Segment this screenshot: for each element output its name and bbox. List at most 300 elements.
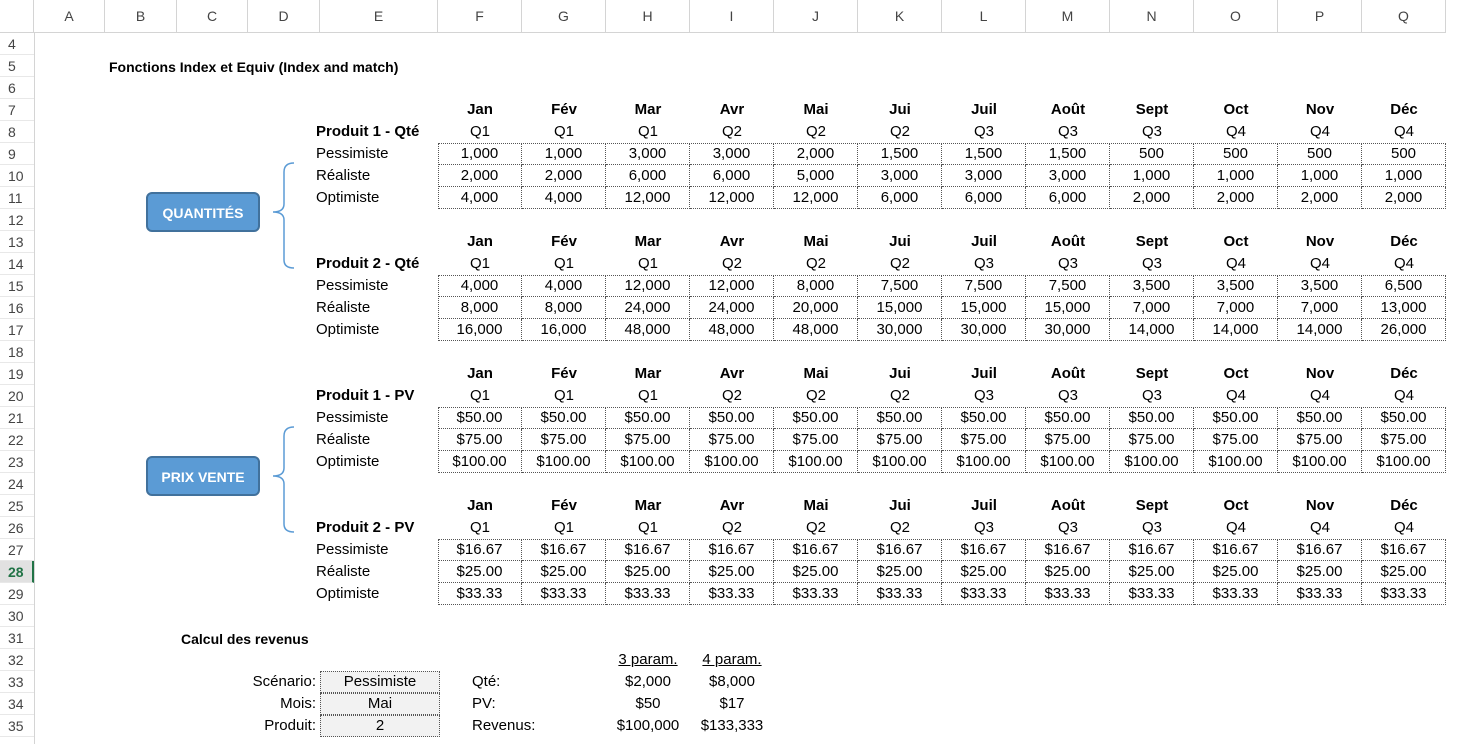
data-cell[interactable]: 15,000: [942, 297, 1026, 319]
row-header-19[interactable]: 19: [0, 363, 34, 385]
month-header[interactable]: Déc: [1390, 101, 1418, 118]
data-cell[interactable]: 1,500: [1026, 143, 1110, 165]
data-cell[interactable]: 3,000: [858, 165, 942, 187]
data-cell[interactable]: 1,000: [438, 143, 522, 165]
data-cell[interactable]: 3,500: [1110, 275, 1194, 297]
month-header[interactable]: Déc: [1390, 497, 1418, 514]
month-header[interactable]: Mai: [803, 497, 829, 514]
data-cell[interactable]: 6,000: [858, 187, 942, 209]
data-cell[interactable]: 3,000: [942, 165, 1026, 187]
data-cell[interactable]: $16.67: [690, 539, 774, 561]
data-cell[interactable]: 1,000: [1278, 165, 1362, 187]
quarter-header[interactable]: Q1: [637, 387, 658, 404]
scenario-label[interactable]: Pessimiste: [316, 145, 389, 162]
data-cell[interactable]: $75.00: [774, 429, 858, 451]
column-header-k[interactable]: K: [858, 0, 942, 33]
quarter-header[interactable]: Q1: [469, 387, 490, 404]
quarter-header[interactable]: Q4: [1393, 519, 1414, 536]
data-cell[interactable]: $50.00: [690, 407, 774, 429]
scenario-label[interactable]: Réaliste: [316, 167, 371, 184]
data-cell[interactable]: 6,000: [1026, 187, 1110, 209]
month-header[interactable]: Sept: [1135, 365, 1169, 382]
data-cell[interactable]: 16,000: [438, 319, 522, 341]
row-header-35[interactable]: 35: [0, 715, 34, 737]
data-cell[interactable]: 4,000: [522, 275, 606, 297]
data-cell[interactable]: 500: [1278, 143, 1362, 165]
data-cell[interactable]: $16.67: [774, 539, 858, 561]
row-header-25[interactable]: 25: [0, 495, 34, 517]
data-cell[interactable]: $16.67: [942, 539, 1026, 561]
data-cell[interactable]: 48,000: [690, 319, 774, 341]
data-cell[interactable]: $33.33: [1362, 583, 1446, 605]
quarter-header[interactable]: Q4: [1225, 387, 1246, 404]
prix-vente-button[interactable]: PRIX VENTE: [146, 456, 260, 496]
month-header[interactable]: Sept: [1135, 101, 1169, 118]
data-cell[interactable]: 15,000: [858, 297, 942, 319]
month-header[interactable]: Août: [1050, 497, 1086, 514]
data-cell[interactable]: 1,000: [1194, 165, 1278, 187]
result-label[interactable]: Revenus:: [472, 717, 536, 734]
data-cell[interactable]: 2,000: [438, 165, 522, 187]
data-cell[interactable]: $50.00: [522, 407, 606, 429]
data-cell[interactable]: $25.00: [1110, 561, 1194, 583]
data-cell[interactable]: 7,000: [1278, 297, 1362, 319]
row-header-32[interactable]: 32: [0, 649, 34, 671]
data-cell[interactable]: $100.00: [774, 451, 858, 473]
row-header-15[interactable]: 15: [0, 275, 34, 297]
quarter-header[interactable]: Q3: [1141, 519, 1162, 536]
quarter-header[interactable]: Q1: [553, 255, 574, 272]
result-4-param[interactable]: $133,333: [700, 717, 764, 734]
data-cell[interactable]: $50.00: [1194, 407, 1278, 429]
row-header-8[interactable]: 8: [0, 121, 34, 143]
month-header[interactable]: Mai: [803, 365, 829, 382]
data-cell[interactable]: 2,000: [522, 165, 606, 187]
month-header[interactable]: Oct: [1223, 365, 1249, 382]
month-header[interactable]: Fév: [551, 233, 577, 250]
data-cell[interactable]: 1,000: [1110, 165, 1194, 187]
scenario-label[interactable]: Pessimiste: [316, 409, 389, 426]
month-header[interactable]: Jui: [889, 497, 911, 514]
row-header-27[interactable]: 27: [0, 539, 34, 561]
quarter-header[interactable]: Q2: [889, 123, 910, 140]
data-cell[interactable]: $100.00: [1362, 451, 1446, 473]
data-cell[interactable]: 6,000: [606, 165, 690, 187]
quarter-header[interactable]: Q1: [469, 123, 490, 140]
quarter-header[interactable]: Q1: [553, 387, 574, 404]
data-cell[interactable]: $33.33: [1110, 583, 1194, 605]
month-header[interactable]: Jan: [467, 497, 493, 514]
quarter-header[interactable]: Q3: [1141, 255, 1162, 272]
data-cell[interactable]: 1,500: [858, 143, 942, 165]
data-cell[interactable]: $16.67: [522, 539, 606, 561]
data-cell[interactable]: $33.33: [522, 583, 606, 605]
row-header-14[interactable]: 14: [0, 253, 34, 275]
data-cell[interactable]: $25.00: [858, 561, 942, 583]
data-cell[interactable]: $50.00: [1362, 407, 1446, 429]
data-cell[interactable]: 3,500: [1278, 275, 1362, 297]
row-header-4[interactable]: 4: [0, 33, 34, 55]
row-header-20[interactable]: 20: [0, 385, 34, 407]
data-cell[interactable]: $75.00: [438, 429, 522, 451]
select-all-corner[interactable]: [0, 0, 34, 33]
data-cell[interactable]: 1,000: [1362, 165, 1446, 187]
month-header[interactable]: Nov: [1305, 233, 1335, 250]
data-cell[interactable]: 2,000: [774, 143, 858, 165]
data-cell[interactable]: 48,000: [774, 319, 858, 341]
row-header-28[interactable]: 28: [0, 561, 34, 583]
quarter-header[interactable]: Q2: [721, 387, 742, 404]
row-header-23[interactable]: 23: [0, 451, 34, 473]
result-4-param[interactable]: $17: [719, 695, 745, 712]
data-cell[interactable]: 16,000: [522, 319, 606, 341]
data-cell[interactable]: 2,000: [1362, 187, 1446, 209]
month-header[interactable]: Juil: [971, 497, 997, 514]
month-header[interactable]: Août: [1050, 233, 1086, 250]
data-cell[interactable]: 8,000: [438, 297, 522, 319]
data-cell[interactable]: $25.00: [606, 561, 690, 583]
data-cell[interactable]: 2,000: [1278, 187, 1362, 209]
data-cell[interactable]: $100.00: [1194, 451, 1278, 473]
quarter-header[interactable]: Q1: [553, 123, 574, 140]
result-label[interactable]: Qté:: [472, 673, 501, 690]
quarter-header[interactable]: Q1: [637, 123, 658, 140]
column-header-a[interactable]: A: [34, 0, 105, 33]
month-header[interactable]: Août: [1050, 101, 1086, 118]
data-cell[interactable]: $16.67: [1110, 539, 1194, 561]
data-cell[interactable]: 3,000: [1026, 165, 1110, 187]
data-cell[interactable]: $50.00: [606, 407, 690, 429]
month-header[interactable]: Oct: [1223, 101, 1249, 118]
data-cell[interactable]: 30,000: [942, 319, 1026, 341]
scenario-label[interactable]: Réaliste: [316, 299, 371, 316]
data-cell[interactable]: 26,000: [1362, 319, 1446, 341]
column-header-p[interactable]: P: [1278, 0, 1362, 33]
quarter-header[interactable]: Q4: [1309, 387, 1330, 404]
quarter-header[interactable]: Q2: [805, 387, 826, 404]
month-header[interactable]: Avr: [719, 101, 745, 118]
row-header-7[interactable]: 7: [0, 99, 34, 121]
data-cell[interactable]: 3,500: [1194, 275, 1278, 297]
input-label[interactable]: Mois:: [280, 695, 316, 712]
data-cell[interactable]: $16.67: [438, 539, 522, 561]
quarter-header[interactable]: Q3: [1057, 255, 1078, 272]
data-cell[interactable]: 5,000: [774, 165, 858, 187]
column-header-c[interactable]: C: [177, 0, 248, 33]
quarter-header[interactable]: Q4: [1309, 255, 1330, 272]
data-cell[interactable]: $100.00: [522, 451, 606, 473]
data-cell[interactable]: 1,000: [522, 143, 606, 165]
month-header[interactable]: Sept: [1135, 497, 1169, 514]
row-header-11[interactable]: 11: [0, 187, 34, 209]
scenario-label[interactable]: Optimiste: [316, 321, 380, 338]
table-label[interactable]: Produit 1 - PV: [316, 387, 415, 404]
quarter-header[interactable]: Q3: [973, 123, 994, 140]
month-header[interactable]: Nov: [1305, 365, 1335, 382]
data-cell[interactable]: $25.00: [1026, 561, 1110, 583]
data-cell[interactable]: 14,000: [1278, 319, 1362, 341]
data-cell[interactable]: 7,000: [1110, 297, 1194, 319]
row-header-6[interactable]: 6: [0, 77, 34, 99]
data-cell[interactable]: 7,500: [858, 275, 942, 297]
data-cell[interactable]: 48,000: [606, 319, 690, 341]
month-header[interactable]: Mar: [634, 101, 662, 118]
month-header[interactable]: Oct: [1223, 233, 1249, 250]
data-cell[interactable]: $33.33: [690, 583, 774, 605]
data-cell[interactable]: 3,000: [690, 143, 774, 165]
data-cell[interactable]: 8,000: [522, 297, 606, 319]
month-header[interactable]: Fév: [551, 365, 577, 382]
quarter-header[interactable]: Q3: [1057, 123, 1078, 140]
row-header-24[interactable]: 24: [0, 473, 34, 495]
data-cell[interactable]: 2,000: [1110, 187, 1194, 209]
quarter-header[interactable]: Q1: [553, 519, 574, 536]
month-header[interactable]: Jui: [889, 233, 911, 250]
result-4-param[interactable]: $8,000: [709, 673, 755, 690]
data-cell[interactable]: $50.00: [774, 407, 858, 429]
row-header-31[interactable]: 31: [0, 627, 34, 649]
row-header-10[interactable]: 10: [0, 165, 34, 187]
quarter-header[interactable]: Q4: [1393, 123, 1414, 140]
quarter-header[interactable]: Q4: [1309, 123, 1330, 140]
quarter-header[interactable]: Q1: [469, 519, 490, 536]
month-header[interactable]: Août: [1050, 365, 1086, 382]
column-header-e[interactable]: E: [320, 0, 438, 33]
row-header-16[interactable]: 16: [0, 297, 34, 319]
data-cell[interactable]: $16.67: [1278, 539, 1362, 561]
month-header[interactable]: Fév: [551, 101, 577, 118]
param-header[interactable]: 4 param.: [702, 651, 762, 668]
month-header[interactable]: Nov: [1305, 101, 1335, 118]
month-header[interactable]: Mai: [803, 101, 829, 118]
row-header-34[interactable]: 34: [0, 693, 34, 715]
data-cell[interactable]: $16.67: [1026, 539, 1110, 561]
data-cell[interactable]: 4,000: [438, 187, 522, 209]
data-cell[interactable]: 6,000: [690, 165, 774, 187]
quarter-header[interactable]: Q4: [1225, 519, 1246, 536]
sheet-title[interactable]: Fonctions Index et Equiv (Index and match): [109, 59, 399, 75]
data-cell[interactable]: $75.00: [606, 429, 690, 451]
column-header-b[interactable]: B: [105, 0, 177, 33]
month-header[interactable]: Jan: [467, 233, 493, 250]
input-scenario[interactable]: Pessimiste: [320, 671, 440, 693]
month-header[interactable]: Déc: [1390, 233, 1418, 250]
data-cell[interactable]: $100.00: [1026, 451, 1110, 473]
data-cell[interactable]: $100.00: [942, 451, 1026, 473]
month-header[interactable]: Sept: [1135, 233, 1169, 250]
month-header[interactable]: Jui: [889, 365, 911, 382]
table-label[interactable]: Produit 2 - PV: [316, 519, 415, 536]
row-header-30[interactable]: 30: [0, 605, 34, 627]
quarter-header[interactable]: Q1: [637, 255, 658, 272]
quarter-header[interactable]: Q2: [721, 255, 742, 272]
month-header[interactable]: Déc: [1390, 365, 1418, 382]
month-header[interactable]: Mar: [634, 365, 662, 382]
data-cell[interactable]: $25.00: [942, 561, 1026, 583]
scenario-label[interactable]: Pessimiste: [316, 277, 389, 294]
data-cell[interactable]: $33.33: [774, 583, 858, 605]
quarter-header[interactable]: Q4: [1393, 255, 1414, 272]
data-cell[interactable]: $25.00: [1362, 561, 1446, 583]
data-cell[interactable]: $33.33: [1278, 583, 1362, 605]
column-header-h[interactable]: H: [606, 0, 690, 33]
data-cell[interactable]: 15,000: [1026, 297, 1110, 319]
data-cell[interactable]: 30,000: [1026, 319, 1110, 341]
data-cell[interactable]: 6,000: [942, 187, 1026, 209]
data-cell[interactable]: 14,000: [1110, 319, 1194, 341]
data-cell[interactable]: $33.33: [942, 583, 1026, 605]
month-header[interactable]: Nov: [1305, 497, 1335, 514]
quarter-header[interactable]: Q4: [1225, 255, 1246, 272]
row-header-9[interactable]: 9: [0, 143, 34, 165]
row-header-26[interactable]: 26: [0, 517, 34, 539]
data-cell[interactable]: $100.00: [1278, 451, 1362, 473]
column-header-m[interactable]: M: [1026, 0, 1110, 33]
data-cell[interactable]: $75.00: [858, 429, 942, 451]
month-header[interactable]: Mai: [803, 233, 829, 250]
month-header[interactable]: Jui: [889, 101, 911, 118]
data-cell[interactable]: 500: [1110, 143, 1194, 165]
month-header[interactable]: Avr: [719, 497, 745, 514]
data-cell[interactable]: $25.00: [522, 561, 606, 583]
data-cell[interactable]: 12,000: [606, 275, 690, 297]
row-header-33[interactable]: 33: [0, 671, 34, 693]
month-header[interactable]: Avr: [719, 365, 745, 382]
quarter-header[interactable]: Q4: [1309, 519, 1330, 536]
data-cell[interactable]: 3,000: [606, 143, 690, 165]
data-cell[interactable]: $25.00: [1194, 561, 1278, 583]
input-label[interactable]: Scénario:: [252, 673, 316, 690]
data-cell[interactable]: 13,000: [1362, 297, 1446, 319]
data-cell[interactable]: $25.00: [690, 561, 774, 583]
quarter-header[interactable]: Q3: [973, 255, 994, 272]
data-cell[interactable]: $50.00: [1110, 407, 1194, 429]
quarter-header[interactable]: Q3: [1141, 387, 1162, 404]
result-3-param[interactable]: $2,000: [625, 673, 671, 690]
row-header-22[interactable]: 22: [0, 429, 34, 451]
scenario-label[interactable]: Optimiste: [316, 585, 380, 602]
data-cell[interactable]: $33.33: [858, 583, 942, 605]
data-cell[interactable]: $33.33: [606, 583, 690, 605]
data-cell[interactable]: $50.00: [1278, 407, 1362, 429]
data-cell[interactable]: $33.33: [1194, 583, 1278, 605]
data-cell[interactable]: $100.00: [1110, 451, 1194, 473]
month-header[interactable]: Juil: [971, 365, 997, 382]
data-cell[interactable]: $75.00: [1194, 429, 1278, 451]
quarter-header[interactable]: Q3: [1057, 519, 1078, 536]
quarter-header[interactable]: Q3: [973, 519, 994, 536]
data-cell[interactable]: 6,500: [1362, 275, 1446, 297]
data-cell[interactable]: 4,000: [438, 275, 522, 297]
result-3-param[interactable]: $100,000: [616, 717, 680, 734]
data-cell[interactable]: 500: [1362, 143, 1446, 165]
data-cell[interactable]: 12,000: [774, 187, 858, 209]
data-cell[interactable]: $75.00: [1110, 429, 1194, 451]
quarter-header[interactable]: Q2: [805, 519, 826, 536]
scenario-label[interactable]: Pessimiste: [316, 541, 389, 558]
data-cell[interactable]: 7,500: [1026, 275, 1110, 297]
table-label[interactable]: Produit 1 - Qté: [316, 123, 420, 140]
row-header-17[interactable]: 17: [0, 319, 34, 341]
month-header[interactable]: Mar: [634, 233, 662, 250]
column-header-j[interactable]: J: [774, 0, 858, 33]
data-cell[interactable]: $75.00: [942, 429, 1026, 451]
data-cell[interactable]: 2,000: [1194, 187, 1278, 209]
month-header[interactable]: Jan: [467, 365, 493, 382]
column-header-n[interactable]: N: [1110, 0, 1194, 33]
quarter-header[interactable]: Q3: [1057, 387, 1078, 404]
data-cell[interactable]: 4,000: [522, 187, 606, 209]
data-cell[interactable]: 12,000: [606, 187, 690, 209]
data-cell[interactable]: $75.00: [1362, 429, 1446, 451]
row-header-21[interactable]: 21: [0, 407, 34, 429]
data-cell[interactable]: $50.00: [942, 407, 1026, 429]
month-header[interactable]: Juil: [971, 233, 997, 250]
column-header-o[interactable]: O: [1194, 0, 1278, 33]
data-cell[interactable]: $100.00: [438, 451, 522, 473]
quarter-header[interactable]: Q4: [1393, 387, 1414, 404]
data-cell[interactable]: $33.33: [1026, 583, 1110, 605]
scenario-label[interactable]: Réaliste: [316, 563, 371, 580]
data-cell[interactable]: $33.33: [438, 583, 522, 605]
calc-title[interactable]: Calcul des revenus: [181, 631, 309, 647]
month-header[interactable]: Juil: [971, 101, 997, 118]
quantites-button[interactable]: QUANTITÉS: [146, 192, 260, 232]
input-mois[interactable]: Mai: [320, 693, 440, 715]
data-cell[interactable]: 8,000: [774, 275, 858, 297]
param-header[interactable]: 3 param.: [618, 651, 678, 668]
data-cell[interactable]: 14,000: [1194, 319, 1278, 341]
row-header-12[interactable]: 12: [0, 209, 34, 231]
data-cell[interactable]: $100.00: [690, 451, 774, 473]
data-cell[interactable]: 1,500: [942, 143, 1026, 165]
data-cell[interactable]: $100.00: [606, 451, 690, 473]
month-header[interactable]: Avr: [719, 233, 745, 250]
data-cell[interactable]: 500: [1194, 143, 1278, 165]
result-3-param[interactable]: $50: [635, 695, 661, 712]
quarter-header[interactable]: Q2: [805, 255, 826, 272]
data-cell[interactable]: $100.00: [858, 451, 942, 473]
quarter-header[interactable]: Q3: [1141, 123, 1162, 140]
data-cell[interactable]: $75.00: [1278, 429, 1362, 451]
table-label[interactable]: Produit 2 - Qté: [316, 255, 420, 272]
input-label[interactable]: Produit:: [264, 717, 316, 734]
quarter-header[interactable]: Q1: [637, 519, 658, 536]
data-cell[interactable]: 7,000: [1194, 297, 1278, 319]
data-cell[interactable]: $75.00: [522, 429, 606, 451]
month-header[interactable]: Jan: [467, 101, 493, 118]
quarter-header[interactable]: Q1: [469, 255, 490, 272]
quarter-header[interactable]: Q2: [889, 255, 910, 272]
data-cell[interactable]: $16.67: [606, 539, 690, 561]
data-cell[interactable]: $75.00: [690, 429, 774, 451]
data-cell[interactable]: $16.67: [1362, 539, 1446, 561]
scenario-label[interactable]: Optimiste: [316, 453, 380, 470]
data-cell[interactable]: 30,000: [858, 319, 942, 341]
data-cell[interactable]: 12,000: [690, 187, 774, 209]
quarter-header[interactable]: Q2: [721, 519, 742, 536]
row-header-18[interactable]: 18: [0, 341, 34, 363]
row-header-29[interactable]: 29: [0, 583, 34, 605]
data-cell[interactable]: $50.00: [438, 407, 522, 429]
data-cell[interactable]: 24,000: [606, 297, 690, 319]
quarter-header[interactable]: Q4: [1225, 123, 1246, 140]
month-header[interactable]: Oct: [1223, 497, 1249, 514]
data-cell[interactable]: $25.00: [438, 561, 522, 583]
column-header-q[interactable]: Q: [1362, 0, 1446, 33]
month-header[interactable]: Mar: [634, 497, 662, 514]
data-cell[interactable]: $50.00: [1026, 407, 1110, 429]
